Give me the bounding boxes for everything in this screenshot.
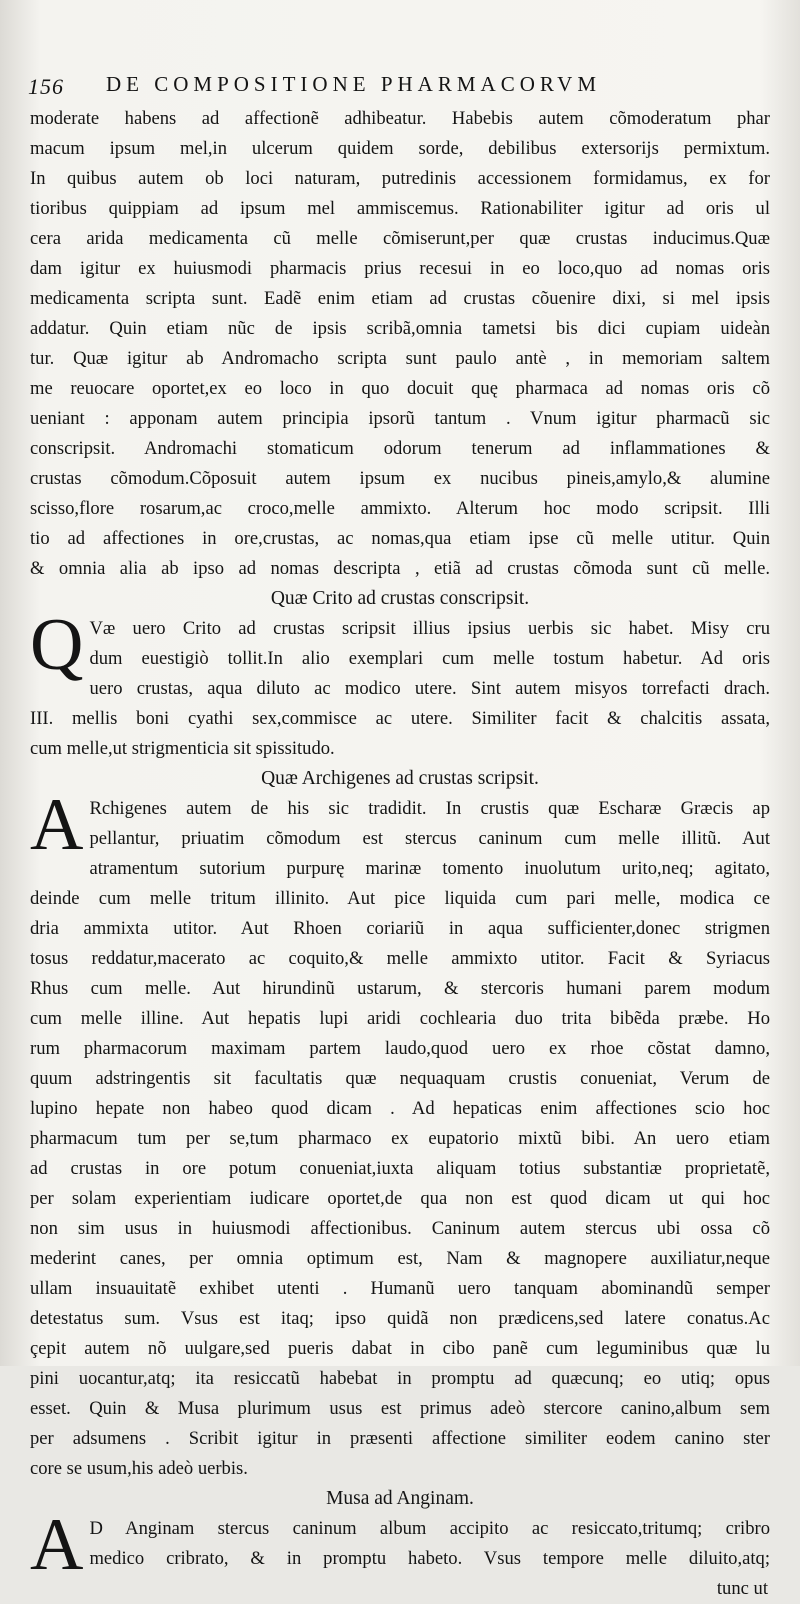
text-line: dum euestigiò tollit.In alio exemplari cum melle tostum habetur. Ad oris: [89, 648, 770, 669]
text-line: tosus reddatur,macerato ac coquito,& melle ammixto utitor. Facit & Syriacus: [30, 948, 770, 969]
paragraph-intro: [30, 104, 770, 584]
text-line: scisso,flore rosarum,ac croco,melle ammixto. Alterum hoc modo scripsit. Illi: [30, 498, 770, 519]
text-line: çepit autem nõ uulgare,sed pueris dabat in cibo panẽ cum leguminibus quæ lu: [30, 1338, 770, 1359]
text-line: medico cribrato, & in promptu habeto. Vsus tempore melle diluito,atq;: [89, 1548, 770, 1569]
section-heading-musa: Musa ad Anginam.: [326, 1488, 474, 1509]
text-line: & omnia alia ab ipso ad nomas descripta , etiã ad crustas cõmoda sunt cũ melle.: [30, 558, 770, 579]
text-line: lupino hepate non habeo quod dicam . Ad hepaticas enim affectiones scio hoc: [30, 1098, 770, 1119]
text-line: III. mellis boni cyathi sex,commisce ac utere. Similiter facit & chalcitis assata,: [30, 708, 770, 729]
text-line: ueniant : apponam autem principia ipsorũ tantum . Vnum igitur pharmacũ sic: [30, 408, 770, 429]
text-line: detestatus sum. Vsus est itaq; ipso quidã non prædicens,sed latere conatus.Ac: [30, 1308, 770, 1329]
text-line: Væ uero Crito ad crustas scripsit illius ipsius uerbis sic habet. Misy cru: [89, 618, 770, 639]
text-line: cum melle,ut strigmenticia sit spissitudo.: [30, 738, 335, 759]
section-heading-archigenes: Quæ Archigenes ad crustas scripsit.: [261, 768, 539, 789]
text-line: core se usum,his adeò uerbis.: [30, 1458, 248, 1479]
running-title: DE COMPOSITIONE PHARMACORVM: [106, 72, 602, 96]
text-line: Rchigenes autem de his sic tradidit. In crustis quæ Escharæ Græcis ap: [89, 798, 770, 819]
text-line: tioribus quippiam ad ipsum mel ammiscemus. Rationabiliter igitur ad oris ul: [30, 198, 770, 219]
text-line: dria ammixta utitor. Aut Rhoen coriariũ in aqua sufficienter,donec strigmen: [30, 918, 770, 939]
paragraph-crito: [30, 604, 770, 764]
text-line: deinde cum melle tritum illinito. Aut pice liquida cum pari melle, modica ce: [30, 888, 770, 909]
text-line: pharmacum tum per se,tum pharmaco ex eupatorio mixtũ bibi. An uero etiam: [30, 1128, 770, 1149]
text-line: pini uocantur,atq; ita resiccatũ habebat in promptu ad quæcunq; eo utiq; opus: [30, 1368, 770, 1389]
text-line: moderate habens ad affectionẽ adhibeatur. Habebis autem cõmoderatum phar: [30, 108, 770, 129]
text-line: crustas cõmodum.Cõposuit autem ipsum ex nucibus pineis,amylo,& alumine: [30, 468, 770, 489]
text-line: mederint canes, per omnia optimum est, Nam & magnopere auxiliatur,neque: [30, 1248, 770, 1269]
text-line: pellantur, priuatim cõmodum est stercus caninum cum melle illitũ. Aut: [89, 828, 770, 849]
drop-cap: A: [30, 784, 84, 866]
text-line: esset. Quin & Musa plurimum usus est primus adeò stercore canino,album sem: [30, 1398, 770, 1419]
text-line: ullam insuauitatẽ exhibet utenti . Humanũ uero tanquam abominandũ semper: [30, 1278, 770, 1299]
text-line: Rhus cum melle. Aut hirundinũ ustarum, & stercoris humani parem modum: [30, 978, 770, 999]
text-line: dam igitur ex huiusmodi pharmacis prius recesui in eo loco,quo ad nomas oris: [30, 258, 770, 279]
text-line: macum ipsum mel,in ulcerum quidem sorde, debilibus extersorijs permixtum.: [30, 138, 770, 159]
text-line: ad crustas in ore potum conueniat,iuxta aliquam totius substantiæ proprietatẽ,: [30, 1158, 770, 1179]
paragraph-archigenes: [30, 784, 770, 1484]
text-line: me reuocare oportet,ex eo loco in quo docuit quę pharmaca ad nomas oris cõ: [30, 378, 770, 399]
text-line: cera arida medicamenta cũ melle cõmiserunt,per quæ crustas inducimus.Quæ: [30, 228, 770, 249]
text-line: atramentum sutorium purpurę marinæ tomento inuolutum urito,neq; agitato,: [89, 858, 770, 879]
text-line: rum pharmacorum maximam partem laudo,quod uero ex rhoe cõstat damno,: [30, 1038, 770, 1059]
catchword: tunc ut: [716, 1578, 768, 1599]
text-line: uero crustas, aqua diluto ac modico utere. Sint autem misyos torrefacti drach.: [89, 678, 770, 699]
text-line: per solam experientiam iudicare oportet,de qua non est quod dicam ut qui hoc: [30, 1188, 770, 1209]
text-body: [30, 104, 770, 1604]
text-line: conscripsit. Andromachi stomaticum odorum tenerum ad inflammationes &: [30, 438, 770, 459]
drop-cap: A: [30, 1504, 84, 1586]
text-line: In quibus autem ob loci naturam, putredinis accessionem formidamus, ex for: [30, 168, 770, 189]
text-line: tio ad affectiones in ore,crustas, ac nomas,qua etiam ipse cũ melle utitur. Quin: [30, 528, 770, 549]
text-line: addatur. Quin etiam nũc de ipsis scribã,omnia tametsi bis dici cupiam uideàn: [30, 318, 770, 339]
paragraph-musa: [30, 1504, 770, 1586]
section-heading-crito: Quæ Crito ad crustas conscripsit.: [270, 588, 530, 609]
drop-cap: Q: [30, 604, 84, 686]
text-line: per adsumens . Scribit igitur in præsenti affectione similiter eodem canino ster: [30, 1428, 770, 1449]
text-line: medicamenta scripta sunt. Eadẽ enim etiam ad crustas cõuenire dixi, si mel ipsis: [30, 288, 770, 309]
text-line: cum melle illine. Aut hepatis lupi aridi cochlearia duo trita bibẽda præbe. Ho: [30, 1008, 770, 1029]
text-line: quum adstringentis sit facultatis quæ nequaquam crustis conueniat, Verum de: [30, 1068, 770, 1089]
page-number: 156: [28, 74, 64, 99]
page-header: [28, 70, 770, 100]
text-line: non sim usus in huiusmodi affectionibus. Caninum autem stercus ubi ossa cõ: [30, 1218, 770, 1239]
text-line: tur. Quæ igitur ab Andromacho scripta sunt paulo antè , in memoriam saltem: [30, 348, 770, 369]
text-line: D Anginam stercus caninum album accipito ac resiccato,tritumq; cribro: [89, 1518, 770, 1539]
